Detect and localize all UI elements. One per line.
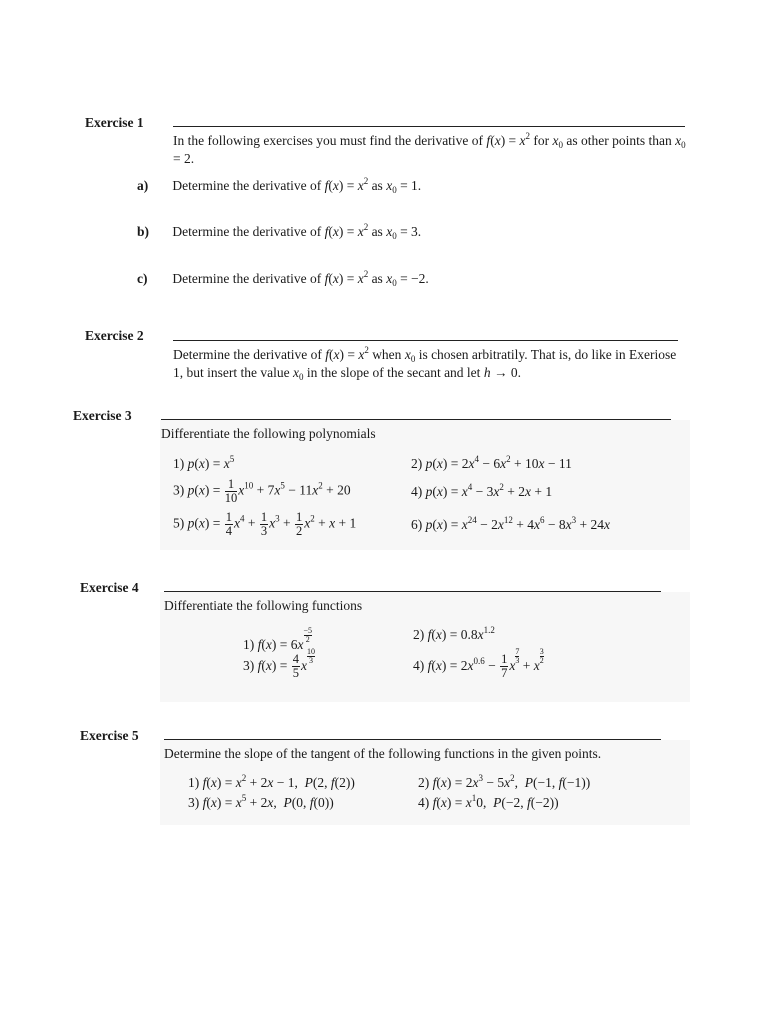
exercise-title: Exercise 4 xyxy=(80,580,139,595)
exercise-intro: Determine the slope of the tangent of the following functions in the given points. xyxy=(164,746,602,761)
polynomial-1: 1) $p(x) = x^5$ xyxy=(173,454,235,471)
tangent-3: 3) $f(x) = x^5 + 2x$, P(0, f(0)) xyxy=(188,793,334,810)
exercise-title: Exercise 5 xyxy=(80,728,139,743)
exercise-intro: Differentiate the following polynomials xyxy=(161,426,376,441)
tangent-4: 4) $f(x) = x^10$, P(−2, f(−2)) xyxy=(418,793,559,810)
tangent-2: 2) $f(x) = 2x^3 - 5x^2$, P(−1, f(−1)) xyxy=(418,773,591,790)
exercise-intro: Determine the derivative of $f(x) = x^2$ when $x_0$ is chosen arbitratily. That is, do like in Exeriose 1, but insert the value $x_0$ in the slope of the secant and let h → 0. xyxy=(173,345,677,382)
exercise-item: c) Determine the derivative of $f(x) = x^2$ as $x_0 = -2$. xyxy=(137,269,429,288)
item-label: a) xyxy=(137,178,149,193)
title-rule xyxy=(161,419,671,420)
function-1: 1) f(x) = 6x $\frac{-5}{2}$ xyxy=(243,626,313,652)
exercise-title: Exercise 2 xyxy=(85,328,144,343)
tangent-1: 1) $f(x) = x^2 + 2x - 1$, P(2, f(2)) xyxy=(188,773,355,790)
exercise-title: Exercise 3 xyxy=(73,408,132,423)
function-2: 2) $f(x) = 0.8x^{1.2}$ xyxy=(413,625,495,642)
function-4: 4) $f(x) = 2x^{0.6}$ − $\frac{1}{7}$ x $\frac{7}{3}$ + x $\frac{3}{2}$ xyxy=(413,647,544,681)
item-label: b) xyxy=(137,224,150,239)
title-rule xyxy=(173,340,678,341)
polynomial-3: 3) p(x) = $\frac{1}{10}$ $x^{10} + 7x^5 - 11x^2 + 20$ xyxy=(173,477,351,505)
function-3: 3) f(x) = $\frac{4}{5}$ x $\frac{10}{3}$ xyxy=(243,647,315,681)
exercise-item: b) Determine the derivative of $f(x) = x^2$ as $x_0 = 3$. xyxy=(137,222,422,241)
polynomial-4: 4) $p(x) = x^4 - 3x^2 + 2x + 1$ xyxy=(411,482,553,499)
exercise-title: Exercise 1 xyxy=(85,115,144,130)
title-rule xyxy=(173,126,685,127)
exercise-item: a) Determine the derivative of $f(x) = x^2$ as $x_0 = 1$. xyxy=(137,176,422,195)
item-label: c) xyxy=(137,271,148,286)
exercise-intro: Differentiate the following functions xyxy=(164,598,363,613)
title-rule xyxy=(164,591,661,592)
polynomial-2: 2) $p(x) = 2x^4 - 6x^2 + 10x - 11$ xyxy=(411,454,572,471)
polynomial-5: 5) p(x) = $\frac{1}{4}$ $x^4$ + $\frac{1}{3}$ $x^3$ + $\frac{1}{2}$ $x^2 + x + 1$ xyxy=(173,510,357,538)
polynomial-6: 6) $p(x) = x^{24} - 2x^{12} + 4x^6 - 8x^3 + 24x$ xyxy=(411,515,610,532)
exercise-intro: In the following exercises you must find the derivative of $f(x) = x^2$ for $x_0$ as other points than $x_0 = 2$. xyxy=(173,131,686,166)
title-rule xyxy=(164,739,661,740)
